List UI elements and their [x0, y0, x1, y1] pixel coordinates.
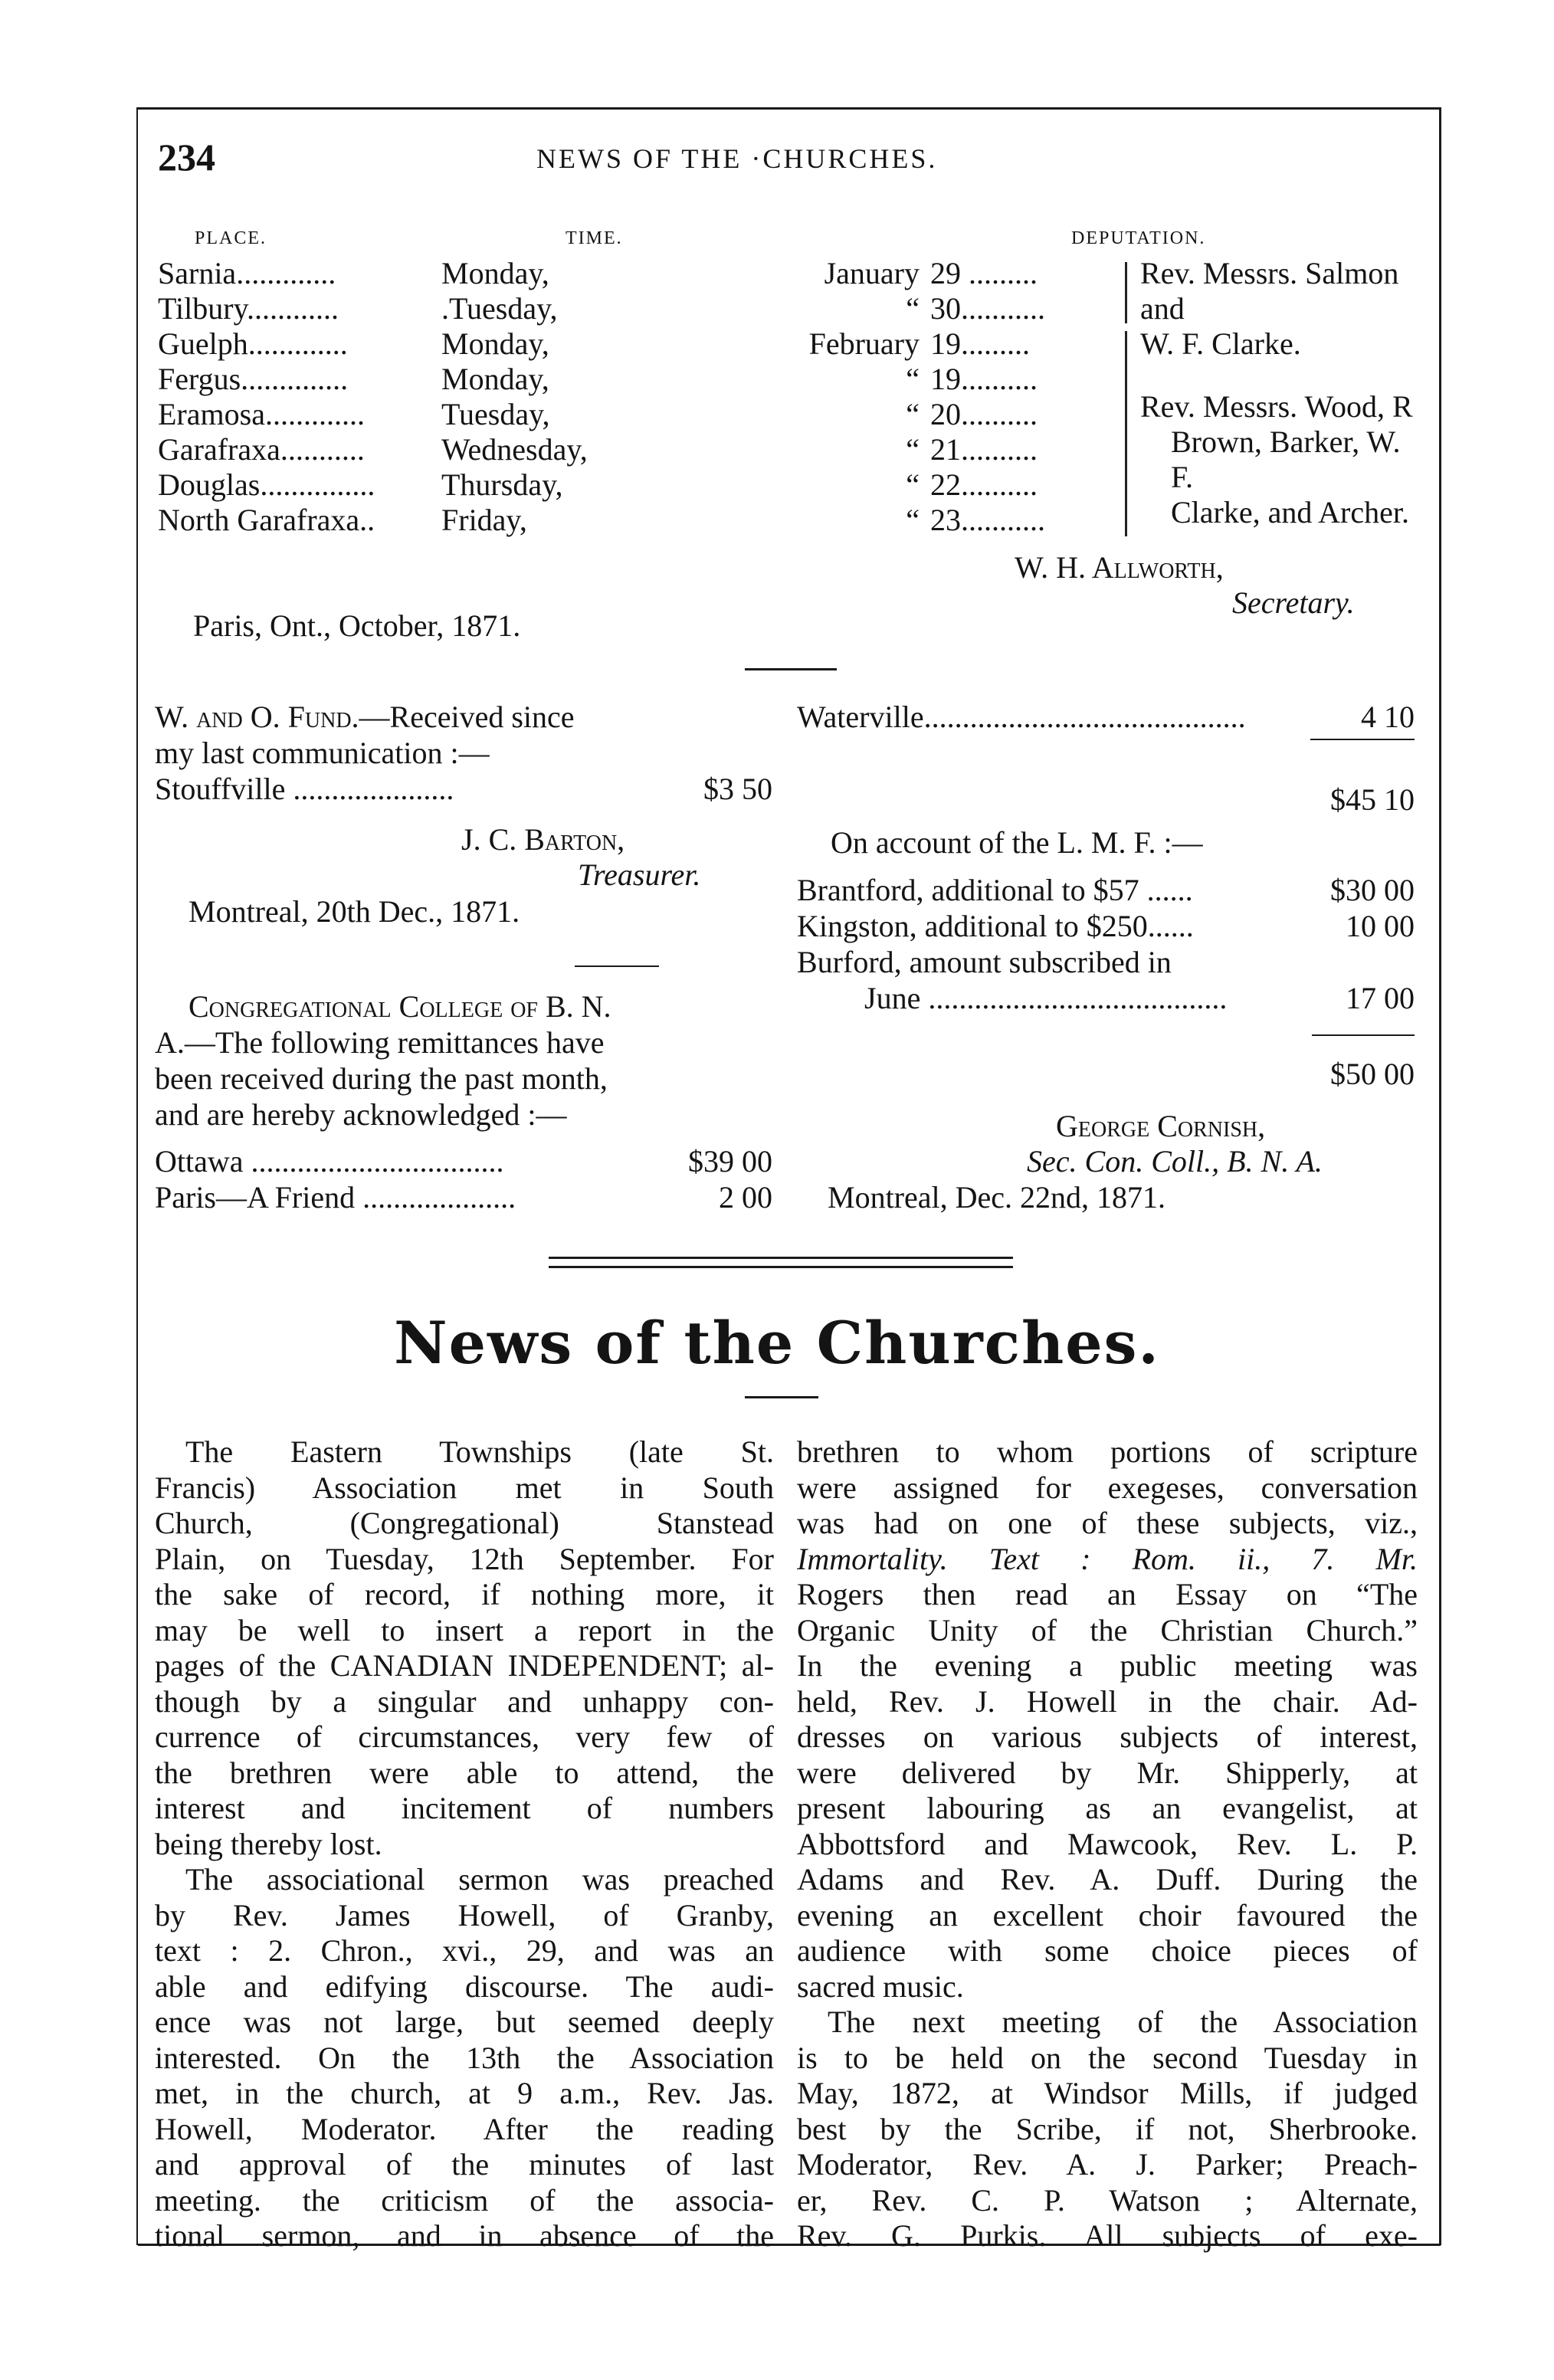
- wo-fund-text: —Received since: [359, 700, 575, 734]
- article-line: ence was not large, but seemed deeply: [155, 2005, 774, 2039]
- college-item-label: Ottawa .................................: [155, 1144, 504, 1179]
- title-underline: [745, 1396, 818, 1398]
- waterville-amount: 4 10: [1361, 700, 1415, 734]
- article-line: is to be held on the second Tuesday in: [797, 2040, 1418, 2075]
- col-time-heading: TIME.: [566, 228, 623, 248]
- place: Douglas...............: [158, 467, 375, 502]
- place: Sarnia.............: [158, 256, 336, 290]
- month: “: [906, 362, 920, 396]
- article-line: audience with some choice pieces of: [797, 1933, 1418, 1968]
- date: 19..........: [930, 362, 1038, 396]
- day: Wednesday,: [441, 432, 588, 467]
- total-rule: [1312, 1034, 1415, 1036]
- month: “: [906, 467, 920, 502]
- college-item-amount: 2 00: [719, 1180, 772, 1215]
- wo-fund-divider: [575, 965, 659, 967]
- col-place-heading: PLACE.: [195, 228, 267, 248]
- article-line: present labouring as an evangelist, at: [797, 1791, 1418, 1825]
- month: “: [906, 503, 920, 537]
- deputation-group-2: [1140, 389, 1430, 530]
- college-dateline: Montreal, Dec. 22nd, 1871.: [828, 1180, 1166, 1215]
- place: Fergus..............: [158, 362, 349, 396]
- date: 21..........: [930, 432, 1038, 467]
- article-line: may be well to insert a report in the: [155, 1612, 774, 1647]
- article-line: Francis) Association met in South: [155, 1470, 774, 1505]
- deputation-line: Rev. Messrs. Salmon and: [1140, 256, 1399, 326]
- june-amount: 17 00: [1346, 981, 1415, 1015]
- article-line: er, Rev. C. P. Watson ; Alternate,: [797, 2182, 1418, 2218]
- article-line: the sake of record, if nothing more, it: [155, 1577, 774, 1611]
- article-line: Rogers then read an Essay on “The: [797, 1577, 1418, 1611]
- wo-fund-signer-title: Treasurer.: [578, 857, 701, 892]
- deputation-line: Brown, Barker, W. F.: [1171, 425, 1401, 494]
- article-line: evening an excellent choir favoured the: [797, 1897, 1418, 1933]
- article-line: Abbottsford and Mawcook, Rev. L. P.: [797, 1826, 1418, 1861]
- month: “: [906, 432, 920, 467]
- subtotal-amount: $45 10: [1330, 782, 1415, 817]
- place: Tilbury............: [158, 291, 339, 326]
- schedule-dateline: Paris, Ont., October, 1871.: [193, 608, 521, 643]
- article-line: In the evening a public meeting was: [797, 1648, 1418, 1683]
- date: 29 .........: [930, 256, 1038, 290]
- day: Friday,: [441, 503, 527, 537]
- article-line: sacred music.: [797, 1969, 964, 2004]
- month: February: [808, 326, 920, 361]
- section-title: News of the Churches.: [394, 1309, 1160, 1377]
- article-line: brethren to whom portions of scripture: [797, 1434, 1418, 1469]
- article-line: though by a singular and unhappy con-: [155, 1683, 774, 1719]
- frame-top-rule: [138, 107, 1441, 110]
- wo-fund-item-label: Stouffville .....................: [155, 772, 454, 806]
- article-right-column: [797, 1434, 1418, 2254]
- article-line: being thereby lost.: [155, 1826, 382, 1861]
- lmf-item-amount: 10 00: [1346, 909, 1415, 943]
- article-line: meeting. the criticism of the associa-: [155, 2182, 774, 2218]
- lmf-heading: On account of the L. M. F. :—: [831, 825, 1203, 860]
- article-line: interest and incitement of numbers: [155, 1791, 774, 1825]
- schedule-signer: W. H. Allworth,: [1015, 550, 1224, 585]
- deputation-group-1: [1140, 256, 1430, 362]
- wo-fund-heading: W. and O. Fund.: [155, 700, 359, 734]
- wo-fund-signer: J. C. Barton,: [461, 822, 625, 857]
- lmf-item-label: Kingston, additional to $250......: [797, 909, 1194, 943]
- article-line: by Rev. James Howell, of Granby,: [155, 1897, 774, 1933]
- article-line: Moderator, Rev. A. J. Parker; Preach-: [797, 2147, 1418, 2182]
- article-line: were assigned for exegeses, conversation: [797, 1470, 1418, 1505]
- college-heading: Congregational College of B. N.: [189, 989, 611, 1024]
- article-line: The Eastern Townships (late St.: [185, 1434, 774, 1469]
- total-amount: $50 00: [1330, 1057, 1415, 1091]
- wo-fund-line2: my last communication :—: [155, 736, 490, 770]
- lmf-item-amount: $30 00: [1330, 873, 1415, 907]
- article-line: interested. On the 13th the Association: [155, 2040, 774, 2075]
- article-line: Immortality. Text : Rom. ii., 7. Mr.: [797, 1541, 1418, 1576]
- college-text-line: and are hereby acknowledged :—: [155, 1097, 567, 1132]
- article-line: May, 1872, at Windsor Mills, if judged: [797, 2076, 1418, 2110]
- day: Tuesday,: [441, 397, 550, 431]
- place: Eramosa.............: [158, 397, 365, 431]
- article-line: The next meeting of the Association: [828, 2005, 1418, 2039]
- subtotal-rule: [1310, 739, 1415, 740]
- place: Garafraxa...........: [158, 432, 365, 467]
- schedule-signer-title: Secretary.: [1232, 585, 1355, 620]
- date: 23...........: [930, 503, 1045, 537]
- date: 20..........: [930, 397, 1038, 431]
- brace-group-2: [1125, 331, 1127, 536]
- article-left-column: [155, 1434, 774, 2254]
- deputation-line: Rev. Messrs. Wood, R: [1140, 389, 1413, 424]
- article-line: best by the Scribe, if not, Sherbrooke.: [797, 2111, 1418, 2146]
- section-divider: [745, 668, 837, 670]
- title-double-rule-top: [549, 1257, 1013, 1259]
- college-text-line: been received during the past month,: [155, 1061, 608, 1096]
- wo-fund-item-amount: $3 50: [703, 772, 772, 806]
- deputation-line: Clarke, and Archer.: [1171, 495, 1409, 529]
- title-double-rule-bottom: [549, 1266, 1013, 1268]
- article-line: pages of the CANADIAN INDEPENDENT; al-: [155, 1648, 774, 1683]
- burford-line: Burford, amount subscribed in: [797, 945, 1172, 979]
- article-line: the brethren were able to attend, the: [155, 1755, 774, 1790]
- month: “: [906, 397, 920, 431]
- frame-right-rule: [1439, 107, 1441, 2245]
- june-label: June .......................................: [864, 981, 1228, 1015]
- brace-group-1: [1125, 262, 1127, 323]
- day: Monday,: [441, 256, 549, 290]
- article-line: Organic Unity of the Christian Church.”: [797, 1612, 1418, 1647]
- college-text-line: A.—The following remittances have: [155, 1025, 605, 1060]
- waterville-label: Waterville..........................................: [797, 700, 1246, 734]
- article-line: Plain, on Tuesday, 12th September. For: [155, 1541, 774, 1576]
- place: North Garafraxa..: [158, 503, 375, 537]
- article-line: Adams and Rev. A. Duff. During the: [797, 1862, 1418, 1896]
- article-line: were delivered by Mr. Shipperly, at: [797, 1755, 1418, 1790]
- lmf-item-label: Brantford, additional to $57 ......: [797, 873, 1193, 907]
- running-title: NEWS OF THE ·CHURCHES.: [536, 143, 938, 174]
- college-item-label: Paris—A Friend ....................: [155, 1180, 516, 1215]
- college-signer-title: Sec. Con. Coll., B. N. A.: [1027, 1144, 1323, 1179]
- page-number: 234: [158, 136, 215, 179]
- article-line: text : 2. Chron., xvi., 29, and was an: [155, 1933, 774, 1968]
- article-line: was had on one of these subjects, viz.,: [797, 1506, 1418, 1540]
- col-deputation-heading: DEPUTATION.: [1071, 228, 1206, 248]
- article-line: Rev. G. Purkis. All subjects of exe-: [797, 2218, 1418, 2253]
- date: 30...........: [930, 291, 1045, 326]
- day: Monday,: [441, 326, 549, 361]
- wo-fund-dateline: Montreal, 20th Dec., 1871.: [189, 894, 520, 929]
- college-item-amount: $39 00: [688, 1144, 772, 1179]
- month: January: [824, 256, 920, 290]
- college-signer: George Cornish,: [1056, 1109, 1266, 1143]
- deputation-line: W. F. Clarke.: [1140, 326, 1301, 361]
- article-line: currence of circumstances, very few of: [155, 1719, 774, 1754]
- article-line: dresses on various subjects of interest,: [797, 1719, 1418, 1754]
- article-line: able and edifying discourse. The audi-: [155, 1969, 774, 2004]
- article-line: Church, (Congregational) Stanstead: [155, 1506, 774, 1540]
- article-line: Howell, Moderator. After the reading: [155, 2111, 774, 2146]
- date: 19.........: [930, 326, 1030, 361]
- month: “: [906, 291, 920, 326]
- day: .Tuesday,: [441, 291, 558, 326]
- article-line: tional sermon, and in absence of the: [155, 2218, 774, 2253]
- place: Guelph.............: [158, 326, 348, 361]
- article-line: and approval of the minutes of last: [155, 2147, 774, 2182]
- frame-left-rule: [136, 107, 138, 2245]
- day: Monday,: [441, 362, 549, 396]
- left-upper-column: [155, 699, 774, 1220]
- right-upper-column: [797, 699, 1418, 1220]
- article-line: met, in the church, at 9 a.m., Rev. Jas.: [155, 2076, 774, 2110]
- day: Thursday,: [441, 467, 563, 502]
- date: 22..........: [930, 467, 1038, 502]
- article-line: The associational sermon was preached: [185, 1862, 774, 1896]
- article-line: held, Rev. J. Howell in the chair. Ad-: [797, 1683, 1418, 1719]
